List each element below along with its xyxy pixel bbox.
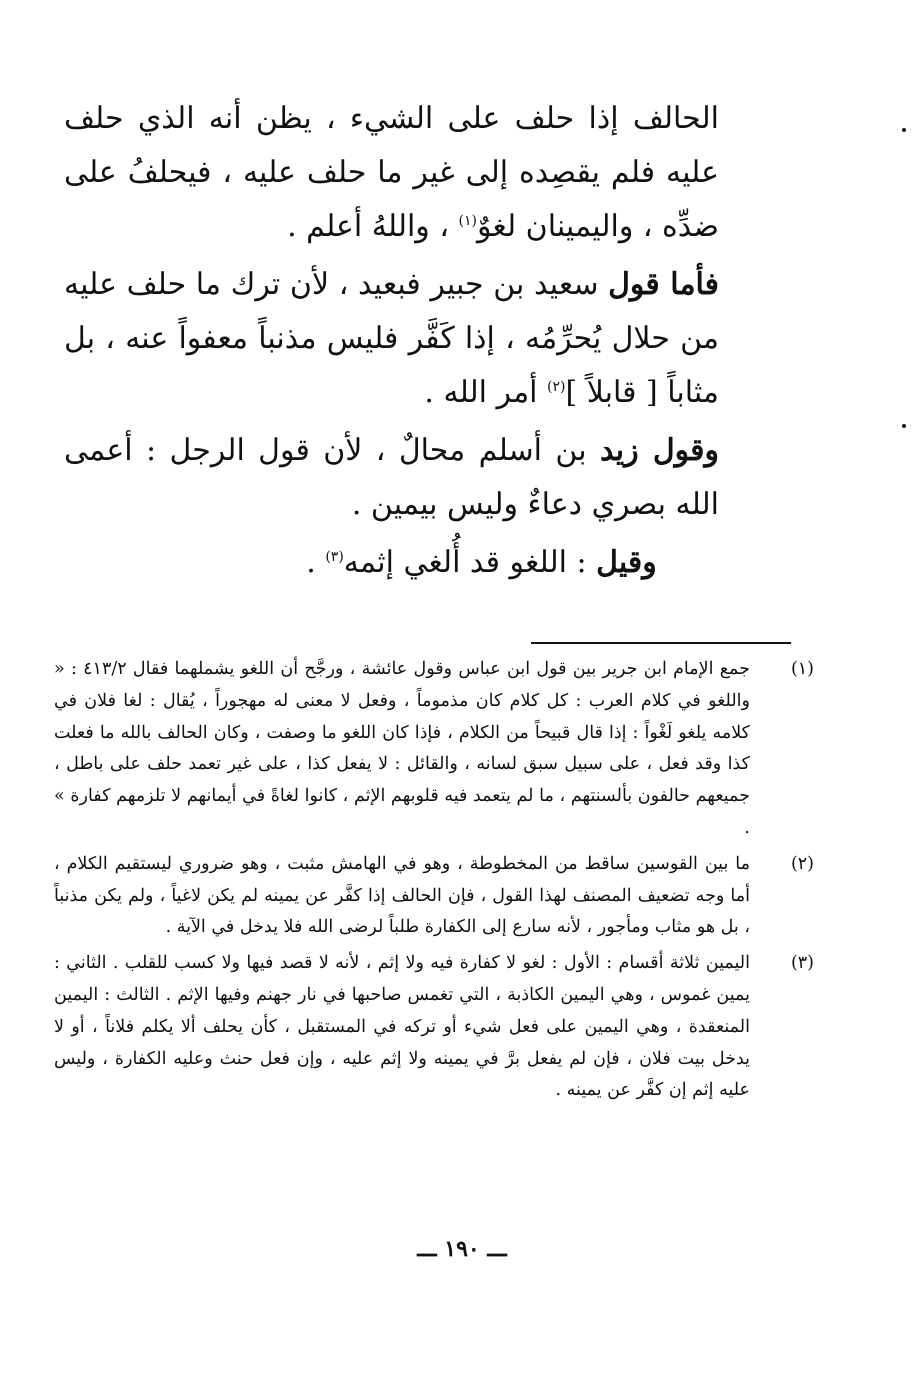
- paragraph-3: [64, 424, 719, 532]
- main-text-block: [64, 92, 719, 590]
- paragraph-tail: أمر الله .: [424, 375, 548, 410]
- footnote-text: ما بين القوسين ساقط من المخطوطة ، وهو في الهامش مثبت ، وهو ضروري ليستقيم الكلام ، أما وجه تضعيف المصنف لهذا القول ، فإن الحالف إذا كفَّر عن يمينه لم يكن لاغياً ، ولم يكن مذنباً ، بل هو مثاب ومأجور ، لأنه سارع إلى الكفارة طلباً لرضى الله فلا يدخل في الآية .: [54, 853, 750, 938]
- paragraph-2: [64, 258, 719, 420]
- margin-dot: [902, 424, 906, 428]
- footnote-number: (٢): [790, 853, 814, 874]
- footnote-2: [54, 849, 814, 944]
- footnote-marker: (٢): [547, 379, 566, 395]
- paragraph-lead: فأما قول: [608, 267, 719, 302]
- paragraph-lead: وقول زيد: [599, 433, 719, 468]
- footnote-1: [54, 654, 814, 845]
- paragraph-text: سعيد بن جبير فبعيد ، لأن ترك ما حلف عليه من حلال يُحرِّمُه ، إذا كَفَّر فليس مذنباً معفواً عنه ، بل مثاباً [ قابلاً ]: [64, 267, 719, 410]
- page-number: ـــ ١٩٠ ـــ: [417, 1236, 507, 1262]
- paragraph-1: [64, 92, 719, 254]
- footnote-divider: [531, 642, 791, 644]
- footnote-number: (١): [790, 659, 814, 679]
- margin-dot: [902, 128, 906, 132]
- paragraph-lead: وقيل: [596, 545, 657, 580]
- paragraph-4: [64, 536, 719, 590]
- footnote-3: [54, 948, 814, 1107]
- paragraph-tail: ، واللهُ أعلم .: [287, 209, 459, 244]
- footnote-marker: (٣): [325, 549, 344, 565]
- footnote-text: اليمين ثلاثة أقسام : الأول : لغو لا كفارة فيه ولا إثم ، لأنه لا قصد فيها ولا كسب للقلب . الثاني : يمين غموس ، وهي اليمين الكاذبة ، التي تغمس صاحبها في نار جهنم وفيها الإثم . الثالث : اليمين المنعقدة ، وهي اليمين على فعل شيء أو تركه في المستقبل ، كأن يحلف ألا يكلم فلاناً ، أو لا يدخل بيت فلان ، فإن لم يفعل برَّ في يمينه ولا إثم عليه ، وإن فعل حنث وعليه الكفارة ، وليس عليه إثم إن كفَّر عن يمينه .: [54, 953, 750, 1101]
- paragraph-tail: .: [306, 545, 326, 580]
- footnote-text: جمع الإمام ابن جرير بين قول ابن عباس وقول عائشة ، ورجَّح أن اللغو يشملهما فقال ٤١٣/٢ : « واللغو في كلام العرب : كل كلام كان مذموماً ، وفعل لا معنى له مهجوراً ، يُقال : لغا فلان في كلامه يلغو لَغْواً : إذا قال قبيحاً من الكلام ، فإذا كان اللغو ما وصفت ، وكان الحالف بالله ما فعلت كذا وقد فعل ، على سبيل سبق لسانه ، والقائل : لا يفعل كذا ، على غير تعمد حلف على باطل ، جميعهم حالفون بألسنتهم ، ما لم يتعمد فيه قلوبهم الإثم ، كانوا لغاةً في أيمانهم لا تلزمهم كفارة » .: [54, 659, 750, 838]
- footnote-marker: (١): [458, 213, 478, 229]
- paragraph-text: بن أسلم محالٌ ، لأن قول الرجل : أعمى الله بصري دعاءٌ وليس بيمين .: [64, 433, 719, 522]
- paragraph-text: : اللغو قد أُلغي إثمه: [343, 545, 597, 580]
- paragraph-text: الحالف إذا حلف على الشيء ، يظن أنه الذي حلف عليه فلم يقصِده إلى غير ما حلف عليه ، فيحلفُ على ضدِّه ، واليمينان لغوٌ: [64, 101, 719, 244]
- footnotes-section: [54, 654, 814, 1111]
- footnote-number: (٣): [790, 953, 814, 974]
